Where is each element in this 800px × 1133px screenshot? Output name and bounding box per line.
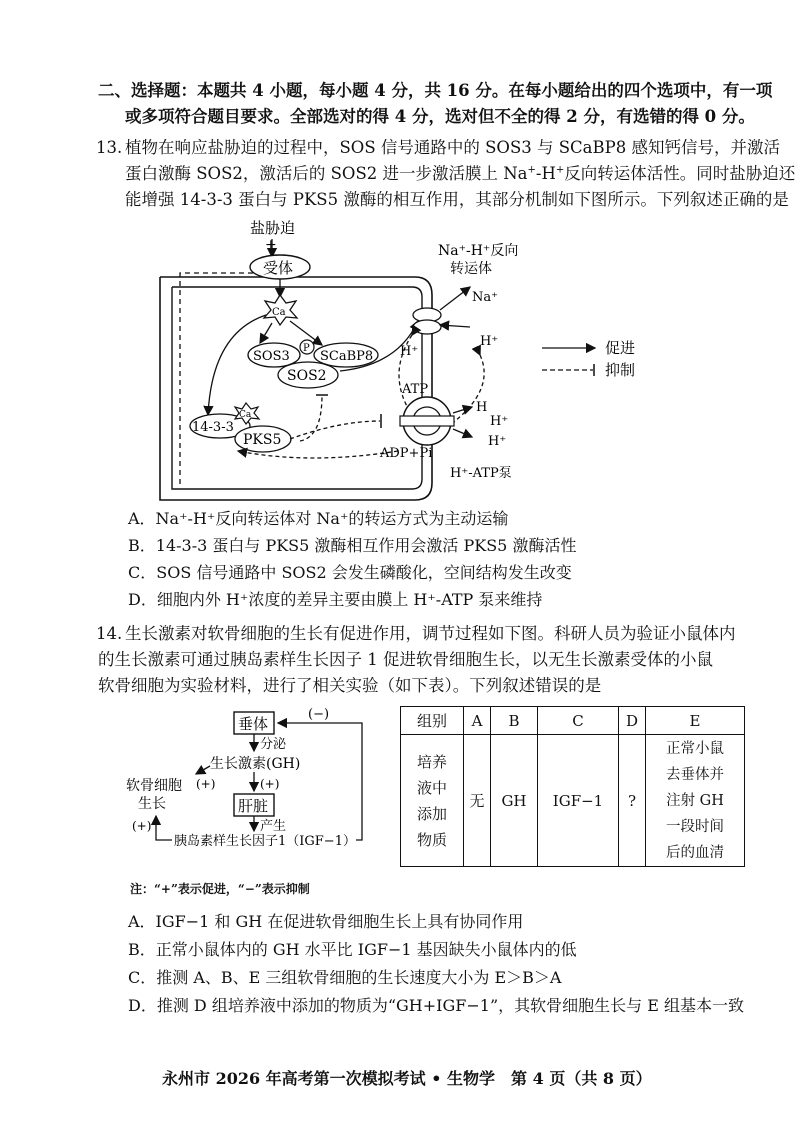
ca-label-small: Ca [239, 410, 252, 420]
scabp8-label: SCaBP8 [320, 349, 374, 364]
q14-option-a[interactable]: A．IGF−1 和 GH 在促进软骨细胞生长上具有协同作用 [128, 912, 524, 931]
q14-experiment-table [400, 706, 745, 867]
table-cell-d: ? [619, 735, 646, 867]
h1-label: H [476, 400, 488, 415]
membrane-outer [160, 277, 432, 500]
q13-stem-line3: 能增强 14-3-3 蛋白与 PKS5 激酶的相互作用，其部分机制如下图所示。下列叙述正确的是 [125, 190, 789, 209]
q14-stem-line1: 生长激素对软骨细胞的生长有促进作用，调节过程如下图。科研人员为验证小鼠体内 [125, 624, 736, 643]
q14-diagram [118, 704, 393, 860]
q14-number: 14. [96, 624, 123, 643]
plus-1: (+) [196, 777, 216, 791]
liver-label: 肝脏 [238, 797, 269, 815]
q14-option-d[interactable]: D．推测 D 组培养液中添加的物质为“GH+IGF−1”，其软骨细胞生长与 E 组基本一致 [128, 996, 744, 1015]
p-label: P [303, 343, 310, 354]
q13-option-b[interactable]: B．14-3-3 蛋白与 PKS5 激酶相互作用会激活 PKS5 激酶活性 [128, 536, 577, 555]
table-header-group: 组别 [401, 707, 464, 735]
ca-label: Ca [272, 307, 286, 318]
plus-sign: + [265, 237, 277, 253]
q13-diagram [150, 215, 670, 505]
q14-option-c[interactable]: C．推测 A、B、E 三组软骨细胞的生长速度大小为 E＞B＞A [128, 968, 562, 987]
legend-promote: 促进 [605, 339, 636, 357]
h-in-label: H⁺ [400, 344, 419, 359]
cartilage-label-2: 生长 [138, 796, 166, 812]
14-3-3-label: 14-3-3 [192, 420, 234, 435]
table-header-c: C [538, 707, 619, 735]
na-label: Na⁺ [472, 290, 498, 305]
igf-label: 胰岛素样生长因子1（IGF−1） [174, 834, 356, 849]
q14-option-b[interactable]: B．正常小鼠体内的 GH 水平比 IGF−1 基因缺失小鼠体内的低 [128, 940, 577, 959]
q13-option-c[interactable]: C．SOS 信号通路中 SOS2 会发生磷酸化，空间结构发生改变 [128, 563, 572, 582]
page-footer: 永州市 2026 年高考第一次模拟考试 • 生物学 第 4 页（共 8 页） [162, 1069, 652, 1088]
pump-label: H⁺-ATP泵 [450, 466, 512, 481]
table-header-e: E [646, 707, 745, 735]
q13-number: 13. [96, 138, 123, 157]
table-cell-c: IGF−1 [538, 735, 619, 867]
sos3-label: SOS3 [253, 349, 290, 364]
section-header-line1: 二、选择题：本题共 4 小题，每小题 4 分，共 16 分。在每小题给出的四个选项中，有一项 [98, 81, 773, 100]
minus-label: (−) [308, 707, 330, 722]
q14-note: 注：“+”表示促进，“−”表示抑制 [130, 882, 310, 896]
q13-stem-line2: 蛋白激酶 SOS2，激活后的 SOS2 进一步激活膜上 Na+-H+反向转运体活性。同时盐胁迫还 [125, 164, 796, 183]
gh-label: 生长激素(GH) [210, 756, 301, 772]
salt-stress-label: 盐胁迫 [250, 219, 296, 237]
antiporter-label-2: 转运体 [450, 261, 492, 277]
adp-label: ADP+Pi [380, 446, 433, 461]
table-header-d: D [619, 707, 646, 735]
table-cell-e: 正常小鼠 去垂体并 注射 GH 一段时间 后的血清 [646, 735, 745, 867]
pituitary-label: 垂体 [238, 715, 269, 733]
table-cell-a: 无 [464, 735, 491, 867]
pks5-label: PKS5 [243, 432, 282, 448]
sos2-label: SOS2 [287, 368, 327, 384]
secrete-label: 分泌 [260, 737, 287, 752]
section-header-line2: 或多项符合题目要求。全部选对的得 4 分，选对但不全的得 2 分，有选错的得 0 分。 [125, 107, 755, 126]
h2-label: H⁺ [490, 414, 509, 429]
atp-label: ATP [402, 382, 429, 397]
h3-label: H⁺ [488, 434, 507, 449]
cartilage-label-1: 软骨细胞 [126, 778, 182, 794]
q13-option-a[interactable]: A．Na⁺-H⁺反向转运体对 Na⁺的转运方式为主动运输 [128, 509, 509, 528]
plus-2: (+) [260, 777, 280, 791]
table-cell-b: GH [491, 735, 538, 867]
table-header-a: A [464, 707, 491, 735]
plus-3: (+) [132, 819, 152, 833]
h-out-label: H⁺ [480, 334, 499, 349]
q14-stem-line2: 的生长激素可通过胰岛素样生长因子 1 促进软骨细胞生长，以无生长激素受体的小鼠 [98, 650, 713, 669]
produce-label: 产生 [260, 819, 287, 834]
q13-stem-line1: 植物在响应盐胁迫的过程中，SOS 信号通路中的 SOS3 与 SCaBP8 感知钙信号，并激活 [125, 138, 780, 157]
antiporter-label-1: Na⁺-H⁺反向 [438, 243, 519, 259]
table-row-label: 培养 液中 添加 物质 [401, 735, 464, 867]
receptor-label: 受体 [263, 259, 294, 277]
antiporter-bottom [413, 320, 441, 334]
q13-option-d[interactable]: D．细胞内外 H⁺浓度的差异主要由膜上 H⁺-ATP 泵来维持 [128, 590, 543, 609]
legend-inhibit: 抑制 [605, 361, 636, 379]
table-header-b: B [491, 707, 538, 735]
q14-stem-line3: 软骨细胞为实验材料，进行了相关实验（如下表）。下列叙述错误的是 [98, 676, 602, 695]
